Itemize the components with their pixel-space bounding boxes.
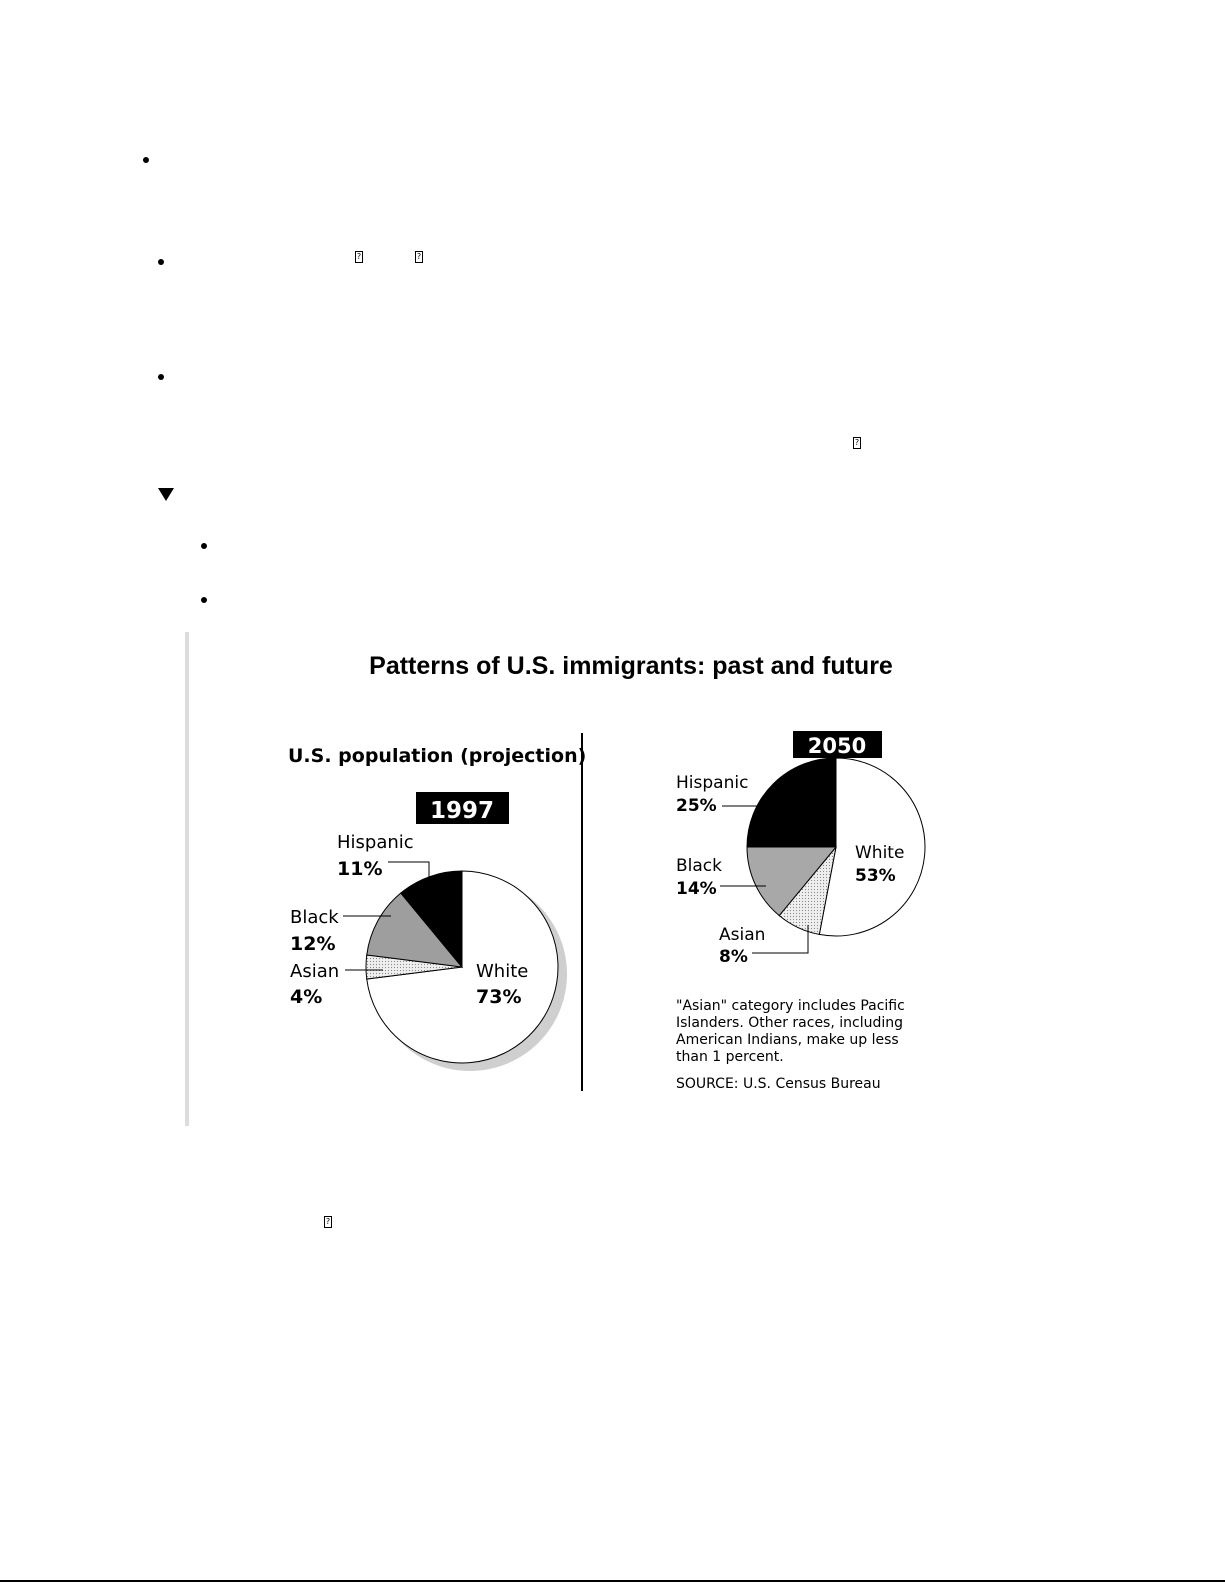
missing-glyph-icon: ?	[325, 1217, 331, 1226]
missing-glyph-icon: ?	[416, 252, 422, 261]
slice-label-hispanic-2050: Hispanic	[676, 773, 749, 793]
slice-label-asian: Asian	[290, 961, 340, 982]
source-note: SOURCE: U.S. Census Bureau	[676, 1076, 881, 1092]
footnote-line: than 1 percent.	[676, 1049, 784, 1065]
slice-value-white-2050: 53%	[855, 866, 896, 886]
slice-label-hispanic: Hispanic	[337, 832, 414, 853]
leader-line-hispanic	[388, 862, 429, 878]
slice-value-asian-2050: 8%	[719, 947, 748, 967]
slice-label-black: Black	[290, 907, 339, 928]
slice-label-white-2050: White	[855, 843, 905, 863]
slice-value-hispanic: 11%	[337, 858, 383, 880]
slice-value-hispanic-2050: 25%	[676, 796, 717, 816]
pie-slice-hispanic-2050	[747, 758, 836, 847]
slice-value-black-2050: 14%	[676, 879, 717, 899]
footnote-line: American Indians, make up less	[676, 1032, 899, 1048]
slice-label-asian-2050: Asian	[719, 925, 766, 945]
chart-title: Patterns of U.S. immigrants: past and future	[369, 652, 893, 680]
missing-glyph-icon: ?	[356, 252, 362, 261]
slice-value-black: 12%	[290, 933, 336, 955]
slice-label-white: White	[476, 961, 529, 982]
slice-value-white: 73%	[476, 986, 522, 1008]
slice-value-asian: 4%	[290, 986, 323, 1008]
pie-subtitle: U.S. population (projection)	[288, 745, 587, 767]
pie-1997	[366, 871, 558, 1063]
footnote-line: "Asian" category includes Pacific	[676, 998, 905, 1014]
year-label-2050: 2050	[807, 734, 867, 758]
footnote-line: Islanders. Other races, including	[676, 1015, 904, 1031]
year-label-1997: 1997	[429, 798, 495, 824]
slice-label-black-2050: Black	[676, 856, 722, 876]
missing-glyph-icon: ?	[854, 438, 860, 447]
